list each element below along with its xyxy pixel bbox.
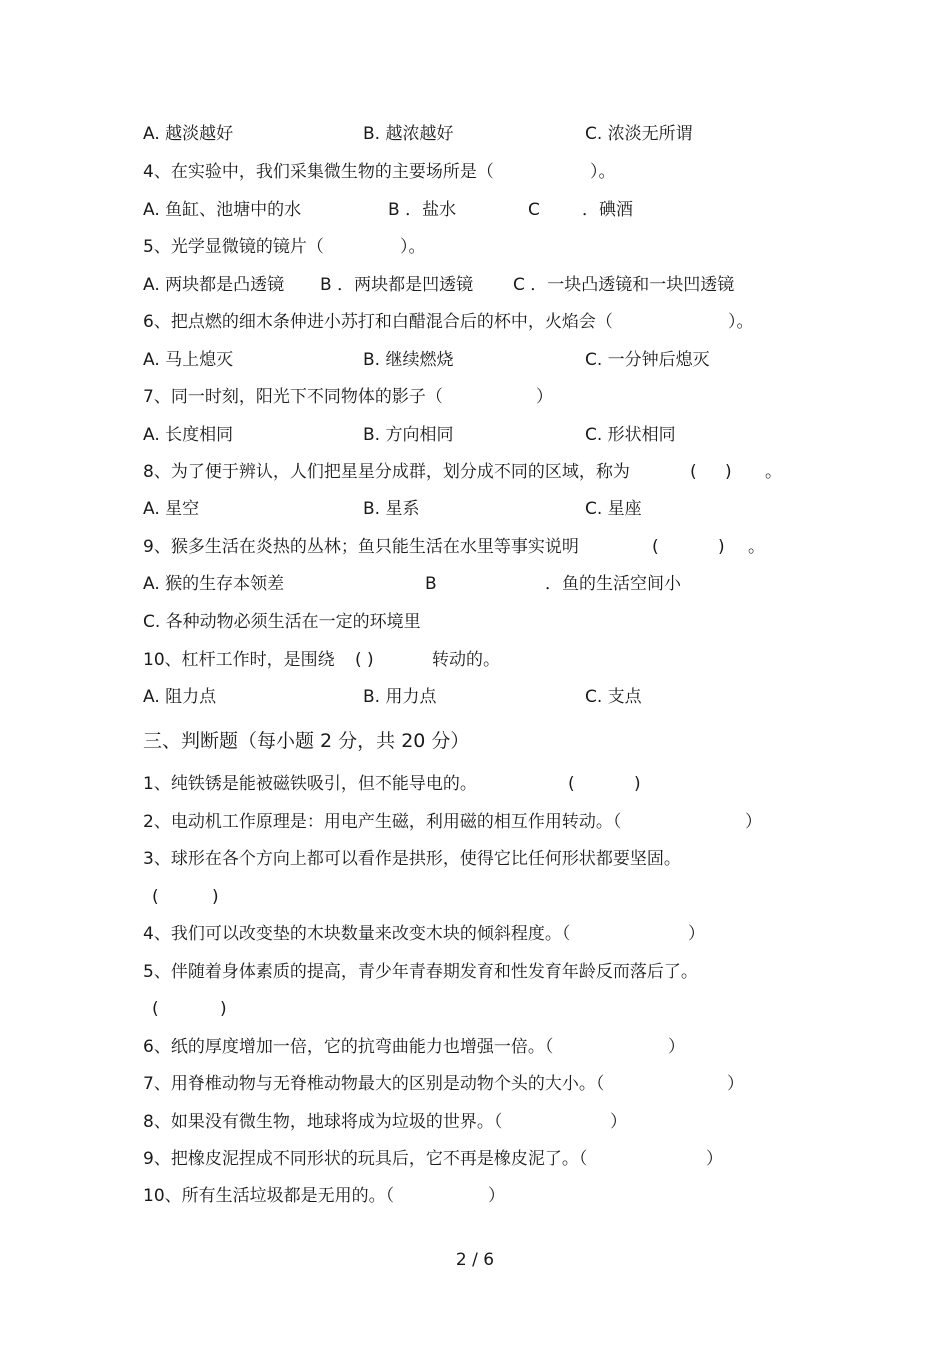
- option-a: A. 猴的生存本领差: [143, 574, 285, 594]
- judge-text: 9、把橡皮泥捏成不同形状的玩具后，它不再是橡皮泥了。（: [143, 1149, 588, 1169]
- question-7: [0, 385, 950, 409]
- question-8: [0, 460, 950, 484]
- question-stem: 10、杠杆工作时，是围绕: [143, 650, 335, 670]
- answer-paren-close: ): [634, 774, 641, 794]
- option-c: C. 支点: [585, 687, 642, 707]
- judge-item-9: [0, 1147, 950, 1171]
- question-9: [0, 535, 950, 559]
- judge-text: 4、我们可以改变垫的木块数量来改变木块的倾斜程度。（: [143, 924, 571, 944]
- judge-item-4: [0, 922, 950, 946]
- question-stem: 7、同一时刻，阳光下不同物体的影子（: [143, 387, 443, 407]
- judge-item-3: [0, 847, 950, 871]
- answer-paren-close: ）: [688, 924, 705, 944]
- answer-paren-close: ）: [488, 1186, 505, 1206]
- option-b: ．鱼的生活空间小: [545, 574, 681, 594]
- q3-options: [0, 122, 950, 146]
- judge-text: 5、伴随着身体素质的提高，青少年青春期发育和性发育年龄反而落后了。: [143, 962, 698, 982]
- section-3-heading: [0, 727, 950, 755]
- answer-paren-close: ）: [668, 1037, 685, 1057]
- q10-options: [0, 685, 950, 709]
- judge-text: 2、电动机工作原理是：用电产生磁，利用磁的相互作用转动。（: [143, 812, 622, 832]
- question-4: [0, 160, 950, 184]
- answer-paren-open: (: [568, 774, 575, 794]
- question-10: [0, 648, 950, 672]
- option-a: A. 两块都是凸透镜: [143, 275, 285, 295]
- q5-options: [0, 273, 950, 297]
- answer-paren-close: ）。: [400, 237, 426, 257]
- option-a: A. 马上熄灭: [143, 350, 234, 370]
- question-stem: 8、为了便于辨认，人们把星星分成群，划分成不同的区域，称为: [143, 462, 630, 482]
- question-6: [0, 310, 950, 334]
- question-end: 。: [748, 537, 765, 557]
- option-b: B. 继续燃烧: [363, 350, 454, 370]
- question-5: [0, 235, 950, 259]
- answer-paren-close: ）。: [590, 162, 616, 182]
- option-b: B. 星系: [363, 499, 420, 519]
- q4-options: [0, 198, 950, 222]
- question-end: 。: [765, 462, 782, 482]
- answer-paren-close: ）。: [728, 312, 754, 332]
- answer-paren-open: (: [152, 999, 159, 1019]
- judge-item-5: [0, 960, 950, 984]
- option-b: B ．盐水: [388, 200, 457, 220]
- option-a: A. 鱼缸、池塘中的水: [143, 200, 302, 220]
- option-a: A. 阻力点: [143, 687, 217, 707]
- q8-options: [0, 497, 950, 521]
- answer-paren-close: ）: [536, 387, 553, 407]
- option-b: B. 方向相同: [363, 425, 454, 445]
- option-c: C. 形状相同: [585, 425, 676, 445]
- q7-options: [0, 423, 950, 447]
- question-stem: 6、把点燃的细木条伸进小苏打和白醋混合后的杯中，火焰会（: [143, 312, 613, 332]
- judge-item-5-answer: [0, 997, 950, 1021]
- option-c: C ．一块凸透镜和一块凹透镜: [513, 275, 735, 295]
- answer-paren-close: ): [212, 887, 219, 907]
- answer-paren-close: ）: [745, 812, 762, 832]
- option-c: C. 各种动物必须生活在一定的环境里: [143, 612, 421, 632]
- option-b: B. 越浓越好: [363, 124, 454, 144]
- judge-text: 6、纸的厚度增加一倍，它的抗弯曲能力也增强一倍。（: [143, 1037, 554, 1057]
- option-c: ．碘酒: [582, 200, 633, 220]
- answer-paren-close: ）: [610, 1112, 627, 1132]
- judge-item-10: [0, 1184, 950, 1208]
- q9-options: [0, 572, 950, 596]
- judge-item-1: [0, 772, 950, 796]
- question-stem: 5、光学显微镜的镜片（: [143, 237, 324, 257]
- question-stem: 4、在实验中，我们采集微生物的主要场所是（: [143, 162, 494, 182]
- answer-paren-close: ): [718, 537, 725, 557]
- answer-paren-close: ）: [727, 1074, 744, 1094]
- option-b: B ．两块都是凹透镜: [320, 275, 474, 295]
- answer-paren-open: (: [652, 537, 659, 557]
- option-c: C. 星座: [585, 499, 642, 519]
- section-title: 三、判断题（每小题 2 分，共 20 分）: [143, 730, 470, 752]
- page-number: 2 / 6: [455, 1250, 495, 1270]
- answer-paren-close: ): [725, 462, 732, 482]
- answer-paren-close: ）: [706, 1149, 723, 1169]
- option-b-letter: B: [425, 574, 437, 594]
- answer-paren-open: (: [690, 462, 697, 482]
- judge-item-8: [0, 1110, 950, 1134]
- question-tail: 转动的。: [432, 650, 500, 670]
- judge-item-6: [0, 1035, 950, 1059]
- option-a: A. 长度相同: [143, 425, 234, 445]
- option-b: B. 用力点: [363, 687, 437, 707]
- answer-paren: ( ): [355, 650, 374, 670]
- option-c: C. 浓淡无所谓: [585, 124, 693, 144]
- judge-text: 7、用脊椎动物与无脊椎动物最大的区别是动物个头的大小。（: [143, 1074, 605, 1094]
- question-stem: 9、猴多生活在炎热的丛林；鱼只能生活在水里等事实说明: [143, 537, 579, 557]
- q6-options: [0, 348, 950, 372]
- judge-text: 3、球形在各个方向上都可以看作是拱形，使得它比任何形状都要坚固。: [143, 849, 681, 869]
- option-c-letter: C: [528, 200, 540, 220]
- judge-item-2: [0, 810, 950, 834]
- q9-option-c-line: [0, 610, 950, 634]
- option-a: A. 星空: [143, 499, 200, 519]
- answer-paren-close: ): [220, 999, 227, 1019]
- judge-item-3-answer: [0, 885, 950, 909]
- option-a: A. 越淡越好: [143, 124, 234, 144]
- judge-item-7: [0, 1072, 950, 1096]
- judge-text: 1、纯铁锈是能被磁铁吸引，但不能导电的。: [143, 774, 477, 794]
- option-c: C. 一分钟后熄灭: [585, 350, 710, 370]
- answer-paren-open: (: [152, 887, 159, 907]
- judge-text: 8、如果没有微生物，地球将成为垃圾的世界。（: [143, 1112, 503, 1132]
- judge-text: 10、所有生活垃圾都是无用的。（: [143, 1186, 395, 1206]
